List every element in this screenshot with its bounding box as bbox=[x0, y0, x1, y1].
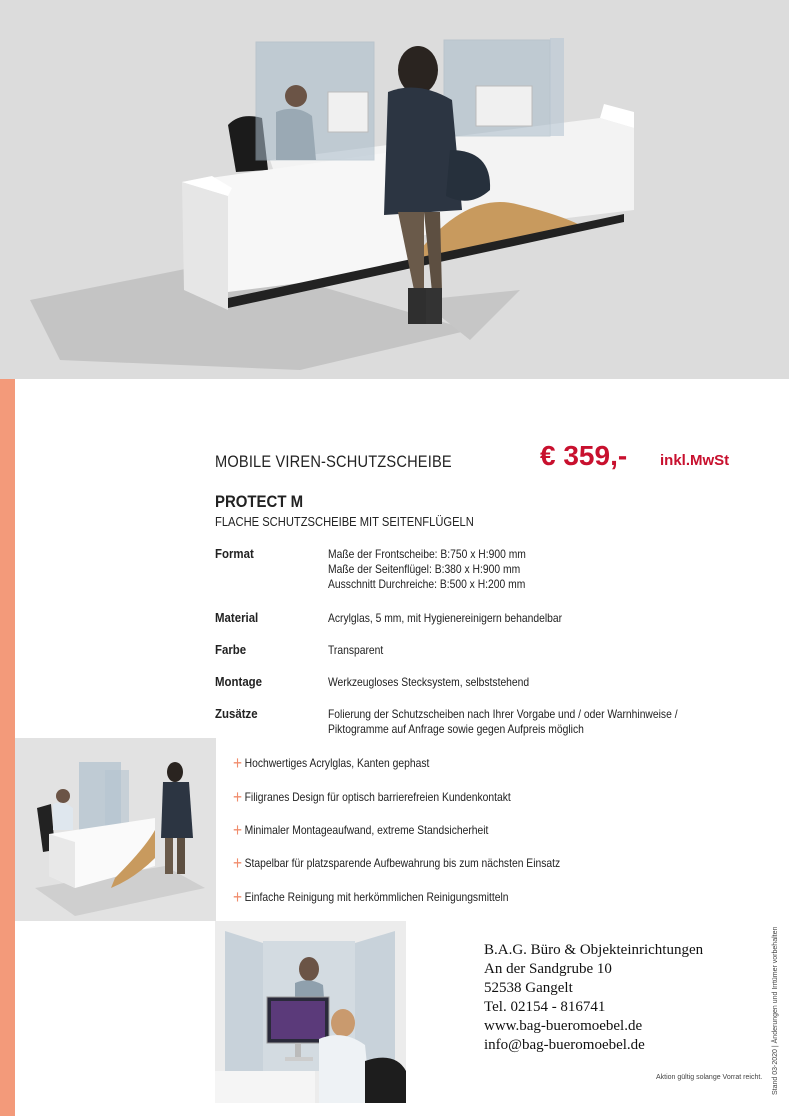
vertical-note: Stand 03-2020 | Änderungen und Irrtümer vorbehalten bbox=[772, 926, 779, 1095]
front-view-illustration bbox=[215, 921, 406, 1103]
feature-item: + Einfache Reinigung mit herkömmlichen Reinigungsmitteln bbox=[233, 887, 509, 907]
hero-image bbox=[0, 0, 789, 379]
plus-icon: + bbox=[233, 820, 243, 840]
accent-sidebar bbox=[0, 379, 15, 1116]
company-name: B.A.G. Büro & Objekteinrichtungen bbox=[484, 942, 704, 958]
plus-icon: + bbox=[233, 887, 243, 907]
street-address: An der Sandgrube 10 bbox=[484, 961, 612, 977]
feature-item: + Hochwertiges Acrylglas, Kanten gephast bbox=[233, 753, 430, 773]
reception-desk-illustration bbox=[0, 0, 789, 379]
desk-side-illustration bbox=[15, 738, 216, 921]
page-title: MOBILE VIREN-SCHUTZSCHEIBE bbox=[215, 452, 452, 471]
spec-value-zusaetze: Folierung der Schutzscheiben nach Ihrer Vorgabe und / oder Warnhinweise / Piktogramme auf Anfrage sowie gegen Aufpreis möglich bbox=[328, 707, 678, 736]
price: € 359,- bbox=[540, 440, 628, 471]
website-link[interactable]: www.bag-bueromoebel.de bbox=[484, 1018, 643, 1034]
spec-value-farbe: Transparent bbox=[328, 643, 384, 657]
thumbnail-front-view bbox=[215, 921, 406, 1103]
plus-icon: + bbox=[233, 853, 243, 873]
email-link[interactable]: info@bag-bueromoebel.de bbox=[484, 1037, 645, 1053]
plus-icon: + bbox=[233, 753, 243, 773]
feature-item: + Minimaler Montageaufwand, extreme Standsicherheit bbox=[233, 820, 489, 840]
spec-label-zusaetze: Zusätze bbox=[215, 706, 258, 721]
plus-icon: + bbox=[233, 787, 243, 807]
thumbnail-desk-side-view bbox=[15, 738, 216, 921]
spec-value-format: Maße der Frontscheibe: B:750 x H:900 mm Maße der Seitenflügel: B:380 x H:900 mm Ausschnitt Durchreiche: B:500 x H:200 mm bbox=[328, 547, 526, 591]
spec-value-montage: Werkzeugloses Stecksystem, selbststehend bbox=[328, 675, 530, 689]
spec-label-farbe: Farbe bbox=[215, 642, 247, 657]
product-subtitle: FLACHE SCHUTZSCHEIBE MIT SEITENFLÜGELN bbox=[215, 514, 474, 529]
spec-label-material: Material bbox=[215, 610, 259, 625]
product-name: PROTECT M bbox=[215, 492, 304, 511]
spec-label-format: Format bbox=[215, 546, 254, 561]
feature-item: + Filigranes Design für optisch barrierefreien Kundenkontakt bbox=[233, 787, 511, 807]
phone: Tel. 02154 - 816741 bbox=[484, 999, 606, 1015]
feature-item: + Stapelbar für platzsparende Aufbewahrung bis zum nächsten Einsatz bbox=[233, 853, 561, 873]
contact-block bbox=[484, 941, 703, 1055]
city: 52538 Gangelt bbox=[484, 980, 573, 996]
spec-label-montage: Montage bbox=[215, 674, 263, 689]
spec-value-material: Acrylglas, 5 mm, mit Hygienereinigern behandelbar bbox=[328, 611, 563, 625]
price-suffix: inkl.MwSt bbox=[660, 452, 730, 469]
offer-note: Aktion gültig solange Vorrat reicht. bbox=[656, 1074, 763, 1081]
